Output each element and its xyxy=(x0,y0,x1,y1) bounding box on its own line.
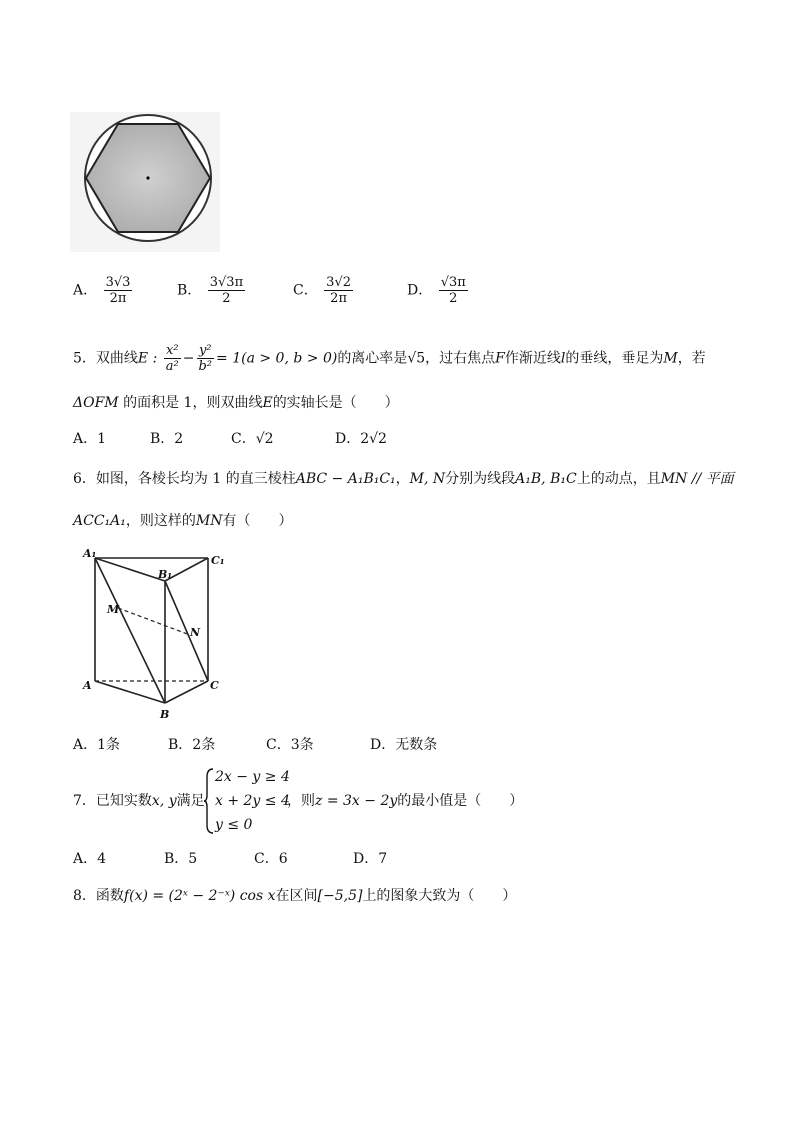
q5-line1: 5．双曲线E : $\frac{\text{x²}}{\text{a²}}$ − $\frac{\text{y²}}{\text{b²}}$ = 1(a > 0, b > 0)的离心率是√5，过右焦点F作渐近线l的垂线，垂足为M，若 xyxy=(73,343,706,374)
q7-constraint-1: 2x − y ≥ 4 xyxy=(215,769,290,785)
label-a1: A₁ xyxy=(83,547,97,560)
q8-line: 8．函数f(x) = (2ˣ − 2⁻ˣ) cos x在区间[−5,5]上的图象大致为（ ） xyxy=(73,888,517,904)
q7-option-b: B．5 xyxy=(164,851,198,867)
q4-option-d: D． $\frac{√3\pi}{2}$ xyxy=(407,275,466,306)
q7-option-d: D．7 xyxy=(353,851,388,867)
hexagon-in-circle-figure xyxy=(70,112,220,252)
label-b1: B₁ xyxy=(158,568,173,581)
q5-option-b: B．2 xyxy=(150,431,184,447)
q5-option-c: C．√2 xyxy=(231,431,274,447)
q6-option-a: A．1条 xyxy=(73,737,121,753)
q7-constraint-3: y ≤ 0 xyxy=(215,817,253,833)
label-a: A xyxy=(83,679,92,692)
q4-option-a: A． $\frac{3√3}{2\pi}$ xyxy=(73,275,131,306)
q7-option-c: C．6 xyxy=(254,851,288,867)
center-point xyxy=(146,176,149,179)
q4-option-b: B． $\frac{3√3\pi}{2}$ xyxy=(177,275,244,306)
system-brace xyxy=(203,767,215,835)
q6-line2: ACC₁A₁，则这样的MN有（ ） xyxy=(73,513,293,529)
label-m: M xyxy=(107,603,120,616)
label-c: C xyxy=(210,679,219,692)
label-c1: C₁ xyxy=(211,554,225,567)
q7-suffix: ，则z = 3x − 2y的最小值是（ ） xyxy=(287,793,524,809)
q5-option-d: D．2√2 xyxy=(335,431,387,447)
q6-option-c: C．3条 xyxy=(266,737,314,753)
label-b: B xyxy=(160,708,170,721)
q5-line2: ΔOFM 的面积是 1，则双曲线E的实轴长是（ ） xyxy=(73,395,399,411)
q6-line1: 6．如图，各棱长均为 1 的直三棱柱ABC − A₁B₁C₁，M, N分别为线段A₁B, B₁C上的动点，且MN // 平面 xyxy=(73,471,734,487)
label-n: N xyxy=(190,626,201,639)
q6-option-b: B．2条 xyxy=(168,737,216,753)
q7-prefix: 7．已知实数x, y满足 xyxy=(73,793,205,809)
prism-figure xyxy=(80,543,230,723)
q6-option-d: D．无数条 xyxy=(370,737,438,753)
q7-constraint-2: x + 2y ≤ 4 xyxy=(215,793,290,809)
q5-option-a: A．1 xyxy=(73,431,107,447)
q4-option-c: C． $\frac{3√2}{2\pi}$ xyxy=(293,275,351,306)
q7-option-a: A．4 xyxy=(73,851,107,867)
